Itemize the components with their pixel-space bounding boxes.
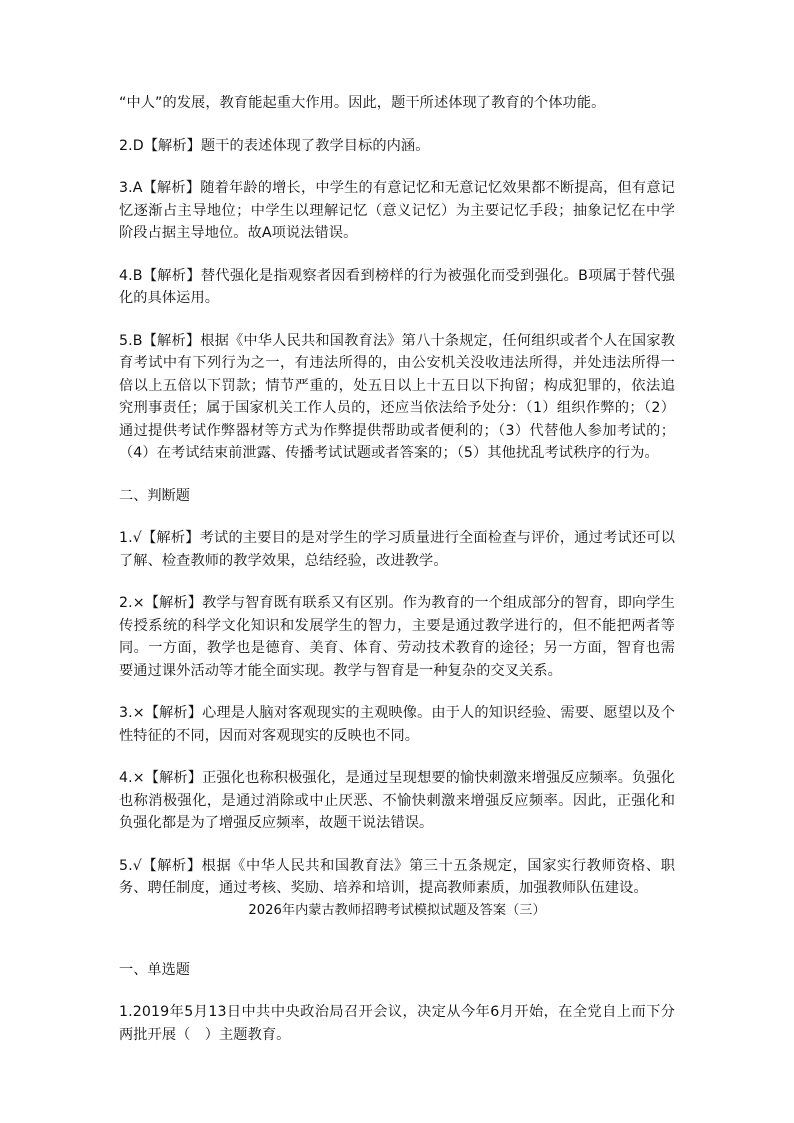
judgment-explanation-4: 4.×【解析】正强化也称积极强化，是通过呈现想要的愉快刺激来增强反应频率。负强化也称消极强化，是通过消除或中止厌恶、不愉快刺激来增强反应频率。因此，正强化和负强化都是为了增强反应频率，故题干说法错误。 bbox=[119, 770, 675, 831]
answer-explanation-3: 3.A【解析】随着年龄的增长，中学生的有意记忆和无意记忆效果都不断提高，但有意记忆逐渐占主导地位；中学生以理解记忆（意义记忆）为主要记忆手段；抽象记忆在中学阶段占据主导地位。故A项说法错误。 bbox=[119, 180, 675, 241]
paragraph-continuation: “中人”的发展，教育能起重大作用。因此，题干所述体现了教育的个体功能。 bbox=[119, 95, 606, 111]
answer-explanation-4: 4.B【解析】替代强化是指观察者因看到榜样的行为被强化而受到强化。B项属于替代强化的具体运用。 bbox=[119, 267, 675, 306]
section-heading-judgment: 二、判断题 bbox=[119, 487, 190, 504]
judgment-explanation-5: 5.√【解析】根据《中华人民共和国教育法》第三十五条规定，国家实行教师资格、职务、聘任制度，通过考核、奖励、培养和培训，提高教师素质，加强教师队伍建设。 bbox=[119, 857, 675, 896]
question-1: 1.2019年5月13日中共中央政治局召开会议，决定从今年6月开始，在全党自上而下分两批开展（ ）主题教育。 bbox=[119, 1004, 675, 1043]
section-heading-single-choice: 一、单选题 bbox=[119, 961, 190, 978]
judgment-explanation-1: 1.√【解析】考试的主要目的是对学生的学习质量进行全面检查与评价，通过考试还可以了解、检查教师的教学效果，总结经验，改进教学。 bbox=[119, 530, 675, 569]
document-title: 2026年内蒙古教师招聘考试模拟试题及答案（三） bbox=[248, 902, 546, 918]
answer-explanation-5: 5.B【解析】根据《中华人民共和国教育法》第八十条规定，任何组织或者个人在国家教育考试中有下列行为之一，有违法所得的，由公安机关没收违法所得，并处违法所得一倍以上五倍以下罚款；情节严重的，处五日以上十五日以下拘留；构成犯罪的，依法追究刑事责任；属于国家机关工作人员的，还应当依法给予处分：（1）组织作弊的；（2）通过提供考试作弊器材等方式为作弊提供帮助或者便利的；（3）代替他人参加考试的；（4）在考试结束前泄露、传播考试试题或者答案的；（5）其他扰乱考试秩序的行为。 bbox=[119, 332, 675, 461]
answer-explanation-2: 2.D【解析】题干的表述体现了教学目标的内涵。 bbox=[119, 137, 430, 154]
judgment-explanation-2: 2.×【解析】教学与智育既有联系又有区别。作为教育的一个组成部分的智育，即向学生传授系统的科学文化知识和发展学生的智力，主要是通过教学进行的，但不能把两者等同。一方面，教学也是德育、美育、体育、劳动技术教育的途径；另一方面，智育也需要通过课外活动等才能全面实现。教学与智育是一种复杂的交叉关系。 bbox=[119, 595, 675, 679]
document-page bbox=[119, 92, 675, 1046]
judgment-explanation-3: 3.×【解析】心理是人脑对客观现实的主观映像。由于人的知识经验、需要、愿望以及个性特征的不同，因而对客观现实的反映也不同。 bbox=[119, 705, 675, 744]
